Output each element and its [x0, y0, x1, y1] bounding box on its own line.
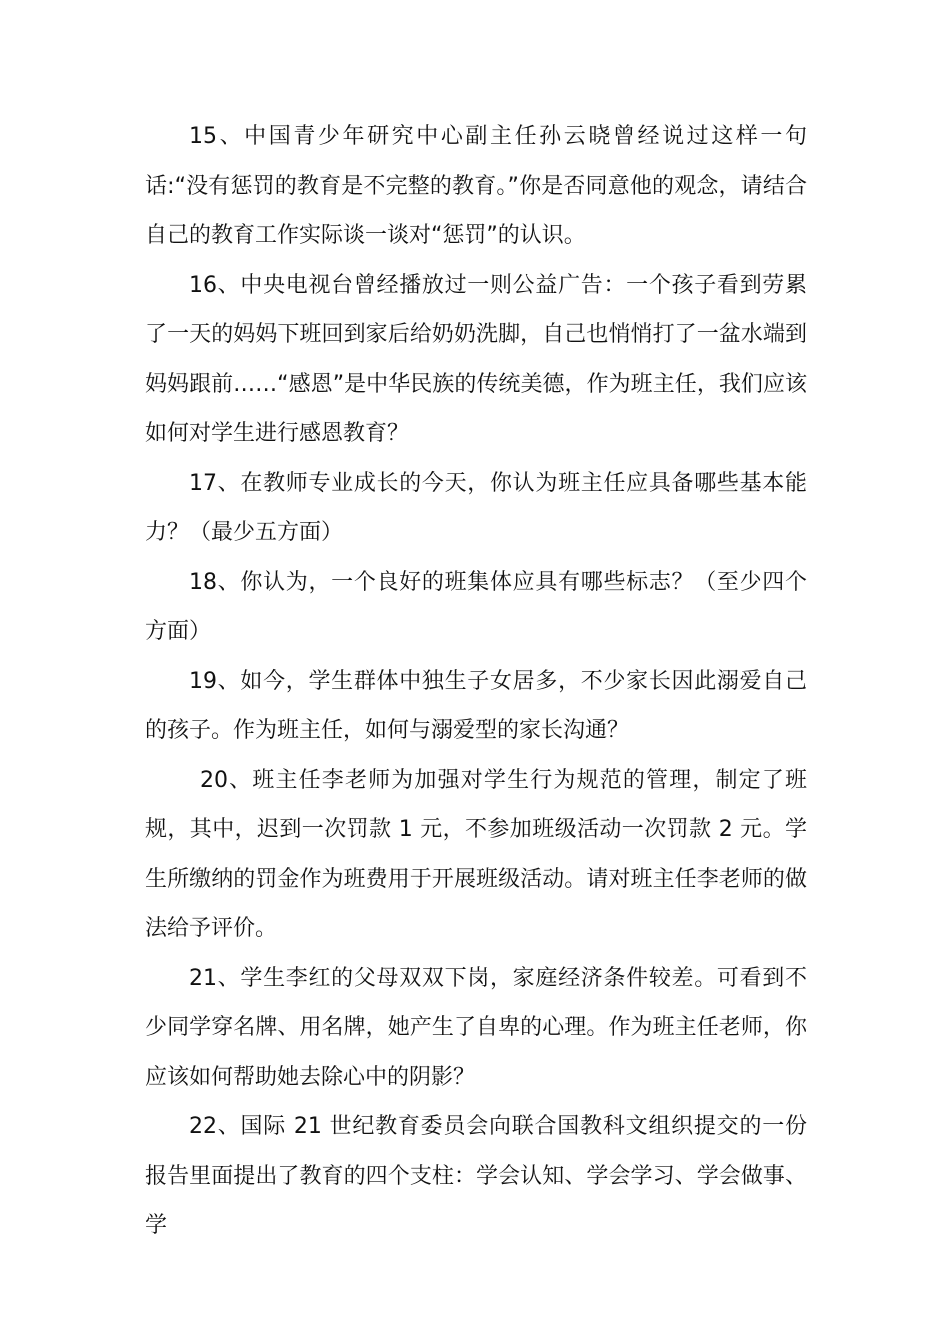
question-17: 17、在教师专业成长的今天，你认为班主任应具备哪些基本能力？（最少五方面） [145, 470, 807, 545]
question-16: 16、中央电视台曾经播放过一则公益广告：一个孩子看到劳累了一天的妈妈下班回到家后给奶奶洗脚，自己也悄悄打了一盆水端到妈妈跟前……“感恩”是中华民族的传统美德，作为班主任，我们应该如何对学生进行感恩教育？ [145, 272, 807, 446]
question-18: 18、你认为，一个良好的班集体应具有哪些标志？（至少四个方面） [145, 569, 807, 644]
question-21: 21、学生李红的父母双双下岗，家庭经济条件较差。可看到不少同学穿名牌、用名牌，她产生了自卑的心理。作为班主任老师，你应该如何帮助她去除心中的阴影？ [145, 965, 807, 1090]
question-19: 19、如今，学生群体中独生子女居多，不少家长因此溺爱自己的孩子。作为班主任，如何与溺爱型的家长沟通？ [145, 668, 807, 743]
question-15: 15、中国青少年研究中心副主任孙云晓曾经说过这样一句话:“没有惩罚的教育是不完整的教育。”你是否同意他的观念，请结合自己的教育工作实际谈一谈对“惩罚”的认识。 [145, 124, 807, 248]
question-22: 22、国际 21 世纪教育委员会向联合国教科文组织提交的一份报告里面提出了教育的四个支柱：学会认知、学会学习、学会做事、学 [145, 1114, 807, 1238]
question-20: 20、班主任李老师为加强对学生行为规范的管理，制定了班规，其中，迟到一次罚款 1 元，不参加班级活动一次罚款 2 元。学生所缴纳的罚金作为班费用于开展班级活动。请对班主任李老师的做法给予评价。 [145, 767, 807, 941]
document-body [145, 112, 807, 1251]
